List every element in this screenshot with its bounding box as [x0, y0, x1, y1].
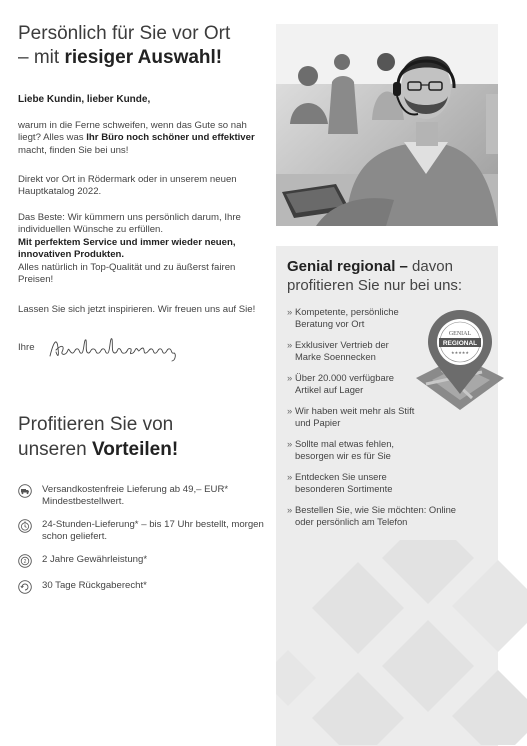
- intro-text-c: macht, finden Sie bei uns!: [18, 144, 129, 156]
- headline: [18, 22, 268, 70]
- regional-list-item: » Exklusiver Vertrieb der Marke Soennecken: [287, 339, 417, 363]
- advantages-heading: [18, 412, 258, 462]
- benefit-shipping: [18, 484, 268, 509]
- advantages-line1: Profitieren Sie von: [18, 414, 174, 435]
- advantages-line2-bold: Vorteilen!: [91, 439, 179, 460]
- headline-line1: Persönlich für Sie vor Ort: [18, 23, 231, 44]
- badge-line1: GENIAL: [448, 331, 472, 337]
- truck-icon: [18, 484, 32, 498]
- regional-title: [287, 257, 492, 295]
- decorative-diamonds: [276, 540, 527, 745]
- regional-list-item: » Über 20.000 verfügbare Artikel auf Lager: [287, 372, 417, 396]
- regional-title-rest2: profitieren Sie nur bei uns:: [287, 277, 463, 294]
- benefit-warranty: [18, 554, 268, 570]
- intro-text-bold: Ihr Büro noch schöner und effektiver: [86, 132, 255, 144]
- best-paragraph: [18, 212, 268, 286]
- intro-paragraph: [18, 120, 268, 157]
- regional-title-bold: Genial regional –: [287, 258, 408, 275]
- regional-list-item: » Entdecken Sie unsere besonderen Sortimente: [287, 471, 417, 495]
- best-text-a: Das Beste: Wir kümmern uns persönlich darum, Ihre individuellen Wünsche zu erfüllen.: [18, 212, 241, 236]
- direct-paragraph: Direkt vor Ort in Rödermark oder in unserem neuen Hauptkatalog 2022.: [18, 174, 237, 198]
- badge-stars: ★★★★★: [451, 350, 469, 355]
- regional-list-item: » Sollte mal etwas fehlen, besorgen wir es für Sie: [287, 438, 417, 462]
- handwritten-signature: [48, 334, 183, 362]
- regional-list-item: » Kompetente, persönliche Beratung vor Ort: [287, 306, 417, 330]
- benefits-list: [18, 484, 268, 606]
- regional-list-item: » Wir haben weit mehr als Stift und Papier: [287, 405, 417, 429]
- badge-line2: REGIONAL: [442, 340, 478, 347]
- svg-text:2: 2: [23, 558, 27, 565]
- benefit-text: 24-Stunden-Lieferung* – bis 17 Uhr bestellt, morgen schon geliefert.: [42, 518, 264, 543]
- headline-line2-bold: riesiger Auswahl!: [64, 47, 223, 68]
- regional-list-item: » Bestellen Sie, wie Sie möchten: Online oder persönlich am Telefon: [287, 504, 470, 528]
- best-text-c: Alles natürlich in Top-Qualität und zu äußerst fairen Preisen!: [18, 261, 236, 286]
- call-center-photo: [276, 24, 498, 226]
- benefit-text: 2 Jahre Gewährleistung*: [42, 553, 148, 565]
- clock-icon: [18, 519, 32, 533]
- benefit-text: 30 Tage Rückgaberecht*: [42, 579, 147, 591]
- advantages-line2-prefix: unseren: [18, 439, 92, 460]
- benefit-text: Versandkostenfreie Lieferung ab 49,– EUR* Mindestbestellwert.: [42, 484, 229, 508]
- intro-text-a: warum in die Ferne schweifen, wenn das Gute so nah liegt? Alles was: [18, 120, 247, 144]
- greeting: Liebe Kundin, lieber Kunde,: [18, 94, 151, 105]
- inspire-paragraph: Lassen Sie sich jetzt inspirieren. Wir freuen uns auf Sie!: [18, 304, 256, 315]
- benefit-delivery: [18, 519, 268, 544]
- benefit-return: [18, 580, 268, 596]
- signature: [18, 342, 35, 353]
- headline-line2-prefix: – mit: [18, 47, 65, 68]
- warranty-icon: [18, 554, 32, 568]
- regional-title-rest1: davon: [407, 258, 453, 275]
- signature-prefix: Ihre: [18, 342, 35, 353]
- genial-regional-badge: [412, 310, 508, 414]
- return-icon: [18, 580, 32, 594]
- regional-list: [287, 306, 457, 537]
- best-text-bold: Mit perfektem Service und immer wieder neuen, innovativen Produkten.: [18, 236, 236, 261]
